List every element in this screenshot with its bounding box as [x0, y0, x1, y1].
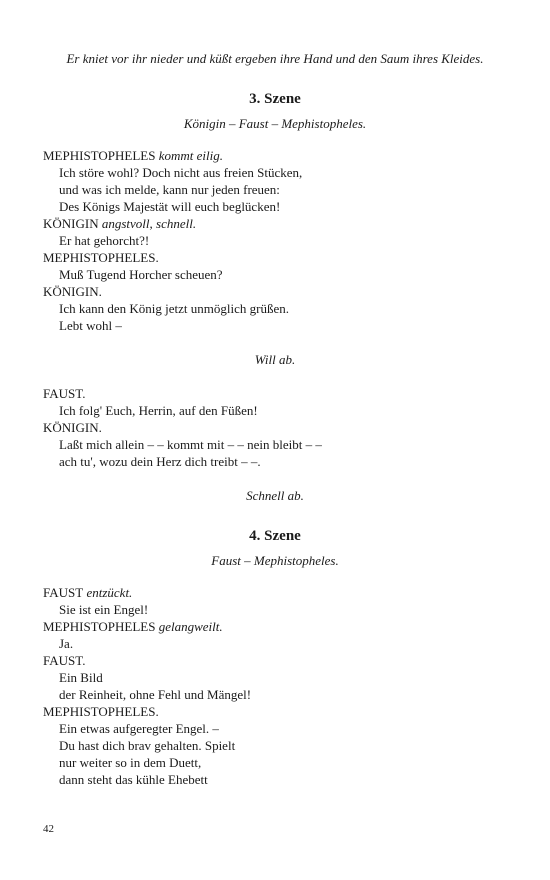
speaker-line	[43, 249, 507, 266]
speaker-name: MEPHISTOPHELES	[43, 619, 156, 634]
verse-line: Ein Bild	[59, 670, 103, 685]
verse-line: der Reinheit, ohne Fehl und Mängel!	[59, 687, 252, 702]
page-number: 42	[43, 823, 54, 835]
speaker-name: FAUST	[43, 585, 84, 600]
speaker-line	[43, 283, 507, 300]
scene-3-dialogue-continued	[43, 385, 507, 470]
opening-stage-direction: Er kniet vor ihr nieder und küßt ergeben ihre Hand und den Saum ihres Kleides.	[66, 51, 484, 66]
speaker-name: KÖNIGIN	[43, 216, 99, 231]
speaker-name: KÖNIGIN.	[43, 284, 102, 299]
verse-line: Ich kann den König jetzt unmöglich grüßen.	[59, 301, 289, 316]
verse-line: Des Königs Majestät will euch beglücken!	[59, 199, 281, 214]
exit-direction-schnell-ab: Schnell ab.	[246, 488, 304, 503]
speaker-name: MEPHISTOPHELES.	[43, 704, 159, 719]
speaker-name: FAUST.	[43, 386, 86, 401]
verse-line: Du hast dich brav gehalten. Spielt	[59, 738, 236, 753]
verse-line: Er hat gehorcht?!	[59, 233, 150, 248]
speaker-line	[43, 419, 507, 436]
verse-line: ach tu', wozu dein Herz dich treibt – –.	[59, 454, 261, 469]
speaker-name: FAUST.	[43, 653, 86, 668]
speaker-line	[43, 703, 507, 720]
book-page	[43, 50, 507, 788]
verse-line: Ich folg' Euch, Herrin, auf den Füßen!	[59, 403, 258, 418]
verse-line: dann steht das kühle Ehebett	[59, 772, 208, 787]
speaker-line	[43, 215, 507, 232]
scene-4-title: 4. Szene	[249, 528, 301, 544]
exit-direction-will-ab: Will ab.	[254, 352, 296, 367]
verse-line: Ich störe wohl? Doch nicht aus freien Stücken,	[59, 165, 303, 180]
stage-direction: gelangweilt.	[155, 619, 223, 634]
verse-line: Muß Tugend Horcher scheuen?	[59, 267, 223, 282]
verse-line: nur weiter so in dem Duett,	[59, 755, 202, 770]
scene-4-cast: Faust – Mephistopheles.	[211, 553, 339, 568]
speaker-line	[43, 618, 507, 635]
scene-4-dialogue	[43, 584, 507, 788]
speaker-line	[43, 147, 507, 164]
scene-3-dialogue	[43, 147, 507, 334]
speaker-line	[43, 652, 507, 669]
stage-direction: kommt eilig.	[155, 148, 223, 163]
verse-line: Ein etwas aufgeregter Engel. –	[59, 721, 219, 736]
speaker-line	[43, 385, 507, 402]
verse-line: Laßt mich allein – – kommt mit – – nein bleibt – –	[59, 437, 322, 452]
speaker-line	[43, 584, 507, 601]
stage-direction: angstvoll, schnell.	[98, 216, 197, 231]
speaker-name: KÖNIGIN.	[43, 420, 102, 435]
stage-direction: entzückt.	[83, 585, 133, 600]
scene-3-cast: Königin – Faust – Mephistopheles.	[183, 116, 367, 131]
verse-line: und was ich melde, kann nur jeden freuen:	[59, 182, 280, 197]
verse-line: Lebt wohl –	[59, 318, 122, 333]
speaker-name: MEPHISTOPHELES.	[43, 250, 159, 265]
verse-line: Ja.	[59, 636, 74, 651]
verse-line: Sie ist ein Engel!	[59, 602, 149, 617]
speaker-name: MEPHISTOPHELES	[43, 148, 156, 163]
scene-3-title: 3. Szene	[249, 91, 301, 107]
